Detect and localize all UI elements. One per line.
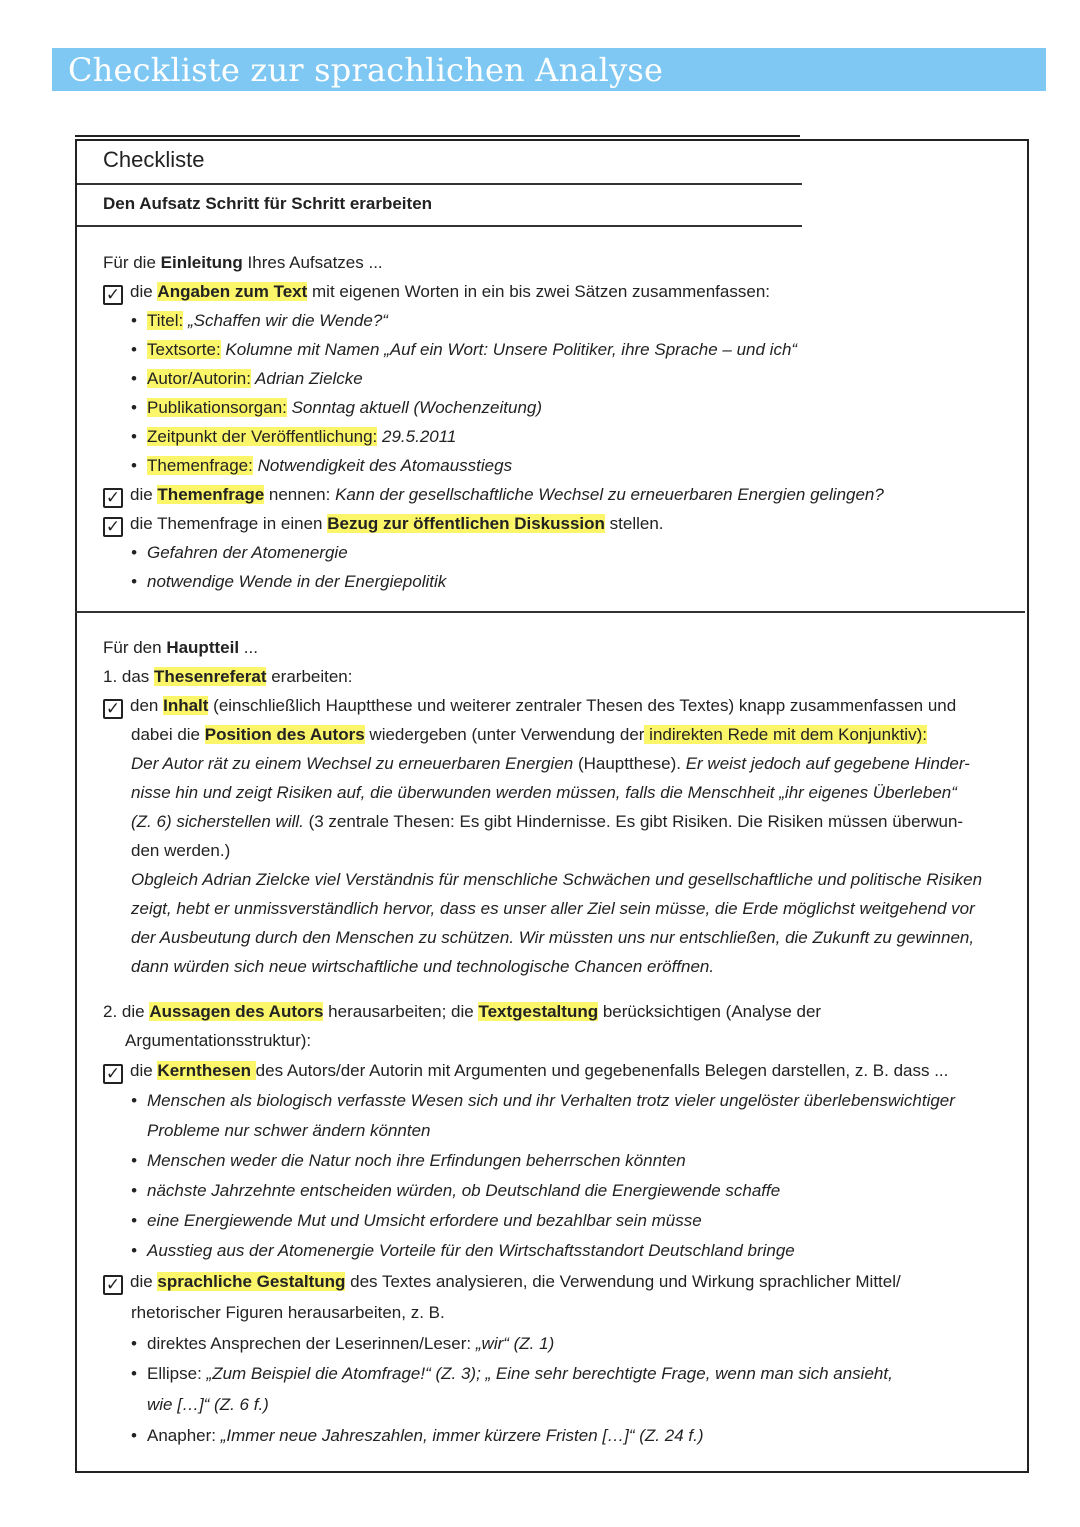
list-item: • Ellipse: „Zum Beispiel die Atomfrage!“ (Z. 3); „ Eine sehr berechtigte Frage, wenn man sich ansieht, [131, 1364, 893, 1383]
list-item: • Titel: „Schaffen wir die Wende?“ [131, 311, 388, 330]
example-text: der Ausbeutung durch den Menschen zu schützen. Wir müssten uns nur entschließen, die Zukunft zu gewinnen, [131, 928, 975, 947]
step-heading: 1. das Thesenreferat erarbeiten: [103, 667, 353, 686]
list-item: • Anapher: „Immer neue Jahreszahlen, immer kürzere Fristen […]“ (Z. 24 f.) [131, 1426, 704, 1445]
checklist-card-main [75, 611, 1029, 1473]
checked-box-icon: ✓ [103, 488, 123, 508]
divider [77, 225, 802, 227]
main-heading: Für den Hauptteil ... [103, 638, 258, 657]
example-text: (Z. 6) sicherstellen will. (3 zentrale Thesen: Es gibt Hindernisse. Es gibt Risiken. Die Risiken müssen überwun- [131, 812, 964, 831]
example-text: dann würden sich neue wirtschaftliche und technologische Chancen eröffnen. [131, 957, 715, 976]
checked-box-icon: ✓ [103, 285, 123, 305]
example-text: Obgleich Adrian Zielcke viel Verständnis für menschliche Schwächen und gesellschaftliche und politische Risiken [131, 870, 983, 889]
list-item: • Gefahren der Atomenergie [131, 543, 348, 562]
list-item: • eine Energiewende Mut und Umsicht erfordere und bezahlbar sein müsse [131, 1211, 702, 1230]
list-item: • Textsorte: Kolumne mit Namen „Auf ein Wort: Unsere Politiker, ihre Sprache – und ich“ [131, 340, 798, 359]
list-item: • direktes Ansprechen der Leserinnen/Leser: „wir“ (Z. 1) [131, 1334, 555, 1353]
list-item: • Menschen weder die Natur noch ihre Erfindungen beherrschen könnten [131, 1151, 686, 1170]
list-item: • Autor/Autorin: Adrian Zielcke [131, 369, 363, 388]
list-item: • Themenfrage: Notwendigkeit des Atomausstiegs [131, 456, 513, 475]
checklist-item: ✓ die Angaben zum Text mit eigenen Worten in ein bis zwei Sätzen zusammenfassen: [103, 280, 770, 305]
example-text: Der Autor rät zu einem Wechsel zu erneuerbaren Energien (Hauptthese). Er weist jedoch auf gegebene Hinder- [131, 754, 970, 773]
page-title: Checkliste zur sprachlichen Analyse [68, 51, 664, 89]
checklist-item: ✓ die sprachliche Gestaltung des Textes analysieren, die Verwendung und Wirkung sprachlicher Mittel/ [103, 1270, 901, 1295]
checked-box-icon: ✓ [103, 1064, 123, 1084]
list-item: • Menschen als biologisch verfasste Wesen sich und ihr Verhalten trotz vieler ungelöster überlebenswichtiger [131, 1091, 955, 1110]
checklist-item-cont: rhetorischer Figuren herausarbeiten, z. B. [131, 1303, 445, 1322]
card-title: Checkliste [103, 147, 205, 172]
checked-box-icon: ✓ [103, 699, 123, 719]
title-banner [52, 48, 1046, 91]
list-item: • Publikationsorgan: Sonntag aktuell (Wochenzeitung) [131, 398, 543, 417]
divider [75, 611, 1025, 613]
divider [77, 183, 802, 185]
example-text: den werden.) [131, 841, 231, 860]
list-item: • Zeitpunkt der Veröffentlichung: 29.5.2011 [131, 427, 457, 446]
checklist-item: ✓ die Kernthesen des Autors/der Autorin mit Argumenten und gegebenenfalls Belegen darstellen, z. B. dass ... [103, 1059, 948, 1084]
list-item-cont: wie […]“ (Z. 6 f.) [147, 1395, 269, 1414]
checklist-item: ✓ die Themenfrage nennen: Kann der gesellschaftliche Wechsel zu erneuerbaren Energien gelingen? [103, 483, 884, 508]
list-item: • Ausstieg aus der Atomenergie Vorteile für den Wirtschaftsstandort Deutschland bringe [131, 1241, 795, 1260]
list-item: • nächste Jahrzehnte entscheiden würden, ob Deutschland die Energiewende schaffe [131, 1181, 781, 1200]
list-item: • notwendige Wende in der Energiepolitik [131, 572, 447, 591]
checklist-item: ✓ den Inhalt (einschließlich Hauptthese und weiterer zentraler Thesen des Textes) knapp zusammenfassen und [103, 694, 956, 719]
example-text: zeigt, hebt er unmissverständlich hervor, dass es unser aller Ziel sein müsse, die Erde möglichst weitgehend vor [131, 899, 975, 918]
checked-box-icon: ✓ [103, 1275, 123, 1295]
list-item-cont: Probleme nur schwer ändern könnten [147, 1121, 431, 1140]
step-heading-cont: Argumentationsstruktur): [125, 1031, 312, 1050]
checked-box-icon: ✓ [103, 517, 123, 537]
intro-heading: Für die Einleitung Ihres Aufsatzes ... [103, 253, 383, 272]
checklist-item-cont: dabei die Position des Autors wiedergeben (unter Verwendung der indirekten Rede mit dem Konjunktiv): [131, 725, 927, 744]
checklist-item: ✓ die Themenfrage in einen Bezug zur öffentlichen Diskussion stellen. [103, 512, 664, 537]
example-text: nisse hin und zeigt Risiken auf, die überwunden werden müssen, falls die Menschheit „ihr eigenes Überleben“ [131, 783, 957, 802]
checklist-card-intro [75, 139, 1029, 615]
top-rule [75, 135, 800, 137]
card-subtitle: Den Aufsatz Schritt für Schritt erarbeiten [103, 194, 433, 213]
step-heading: 2. die Aussagen des Autors herausarbeiten; die Textgestaltung berücksichtigen (Analyse der [103, 1002, 822, 1021]
